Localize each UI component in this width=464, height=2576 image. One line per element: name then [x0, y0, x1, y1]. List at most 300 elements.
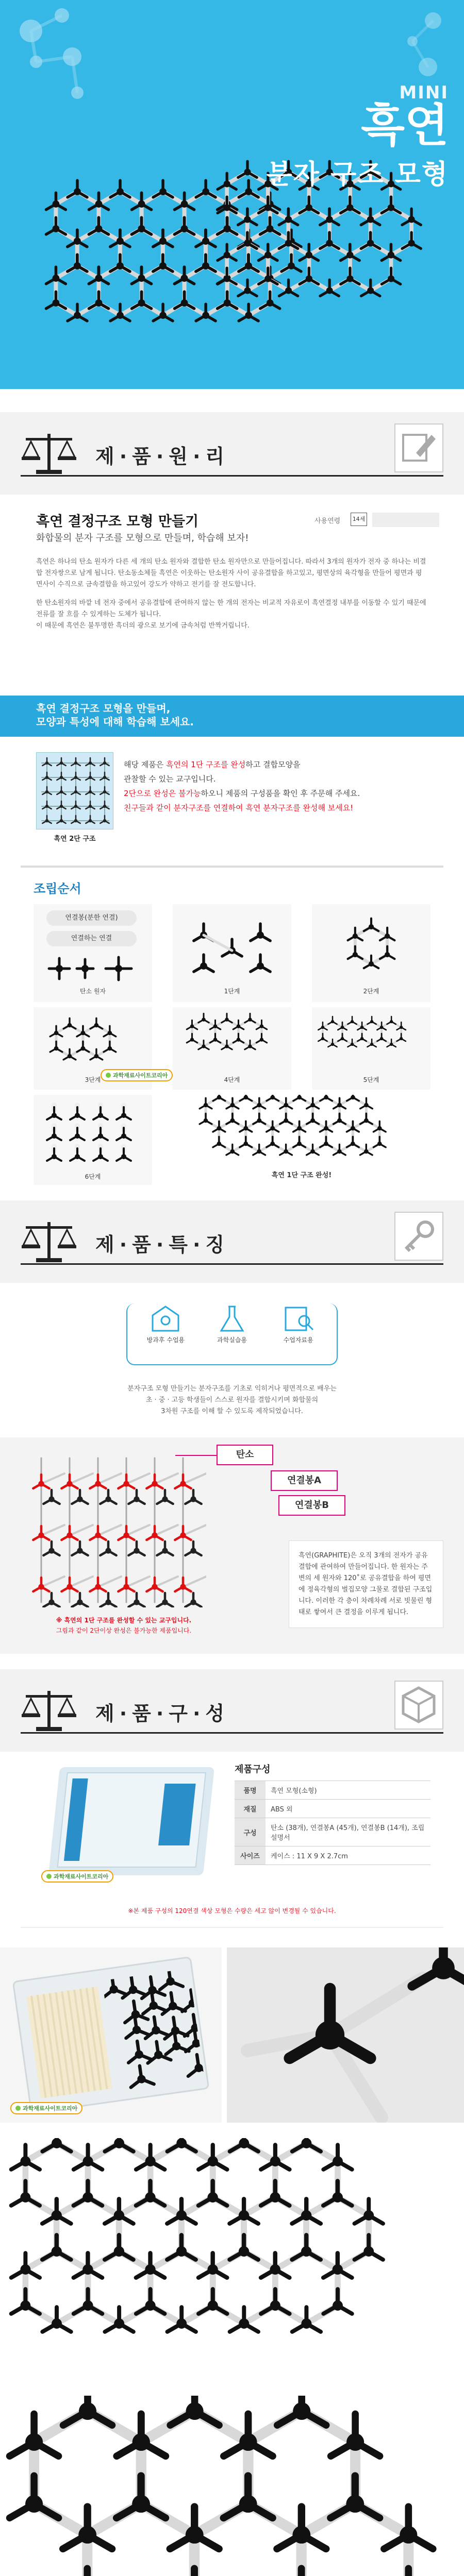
final-structure-graphic — [188, 1095, 415, 1167]
carbon-atom — [102, 1974, 126, 1997]
carbon-atom — [233, 1033, 244, 1043]
carbon-atom — [110, 255, 130, 272]
carbon-atom — [320, 1137, 333, 1147]
carbon-atom — [402, 232, 421, 248]
connector-rod — [70, 1473, 93, 1484]
table-row — [235, 1800, 430, 1818]
photo-parts-box — [0, 1947, 222, 2123]
carbon-atom — [100, 772, 109, 780]
carbon-atom-graphic — [39, 953, 147, 984]
carbon-atom — [300, 197, 318, 213]
connector-rod — [70, 1525, 93, 1535]
carbon-atom — [157, 1541, 173, 1555]
footnote-line: 그림과 같이 2단이상 완성은 불가능한 제품입니다. — [56, 1627, 192, 1634]
features-line: 초 · 중 · 고등 학생들이 스스로 원자를 결합시키며 화합물의 — [145, 1396, 319, 1404]
structure-detail-area — [0, 1437, 464, 1654]
info-text: 관찰할 수 있는 교구입니다. — [124, 774, 216, 784]
layer-assembly-graphic — [0, 2138, 464, 2385]
carbon-atom — [74, 2181, 102, 2206]
step-5-label: 5단계 — [363, 1076, 379, 1083]
legend-leader-line — [175, 1455, 217, 1456]
spec-value: 케이스 : 11 X 9 X 2.7cm — [266, 1846, 430, 1865]
carbon-atom — [330, 2476, 379, 2518]
carbon-atom — [128, 1593, 144, 1607]
spec-key: 사이즈 — [235, 1846, 266, 1865]
carbon-atom — [267, 1137, 279, 1147]
carbon-atom — [42, 2138, 71, 2151]
carbon-atom — [377, 1033, 386, 1041]
carbon-atom — [57, 772, 65, 780]
tab-connector-b: 연결하는 연결 — [46, 931, 137, 946]
carbon-atom — [136, 2289, 164, 2314]
carbon-atom — [63, 2396, 112, 2425]
carbon-atom — [320, 232, 339, 248]
box-icon — [394, 1681, 443, 1730]
book-search-icon — [280, 1302, 317, 1333]
carbon-atom — [280, 1113, 292, 1124]
spec-key: 구성 — [235, 1818, 266, 1846]
carbon-atom — [373, 1137, 386, 1147]
legend-connector-a: 연결봉A — [271, 1470, 338, 1491]
carbon-atom — [185, 1490, 201, 1504]
product-case-image — [48, 1767, 214, 1875]
carbon-atom — [89, 217, 108, 234]
carbon-atom — [63, 1018, 76, 1028]
carbon-atom — [200, 1113, 212, 1124]
carbon-atom — [213, 1137, 225, 1147]
connector-rod — [183, 1577, 206, 1587]
spec-table-block — [235, 1762, 430, 1865]
carbon-atom — [292, 2138, 321, 2151]
principle-paragraph: 이 때문에 흑연은 불투명한 흑더의 광으로 보기에 금속처럼 반짝거립니다. — [36, 622, 250, 630]
step-6 — [34, 1095, 152, 1185]
carbon-atom — [260, 292, 280, 309]
carbon-atom — [251, 924, 270, 941]
carbon-atom — [292, 2235, 321, 2260]
carbon-atom — [105, 2235, 133, 2260]
carbon-atom — [105, 2138, 133, 2151]
carbon-atom — [277, 2568, 326, 2576]
section-divider — [21, 1732, 443, 1734]
carbon-atom — [71, 816, 80, 823]
carbon-atom — [110, 180, 130, 197]
carbon-atom — [77, 1041, 89, 1052]
carbon-atom — [89, 292, 108, 309]
carbon-atom — [70, 1107, 85, 1120]
carbon-atom — [128, 1541, 144, 1555]
carbon-atom — [86, 787, 94, 794]
banner-line: 모양과 특성에 대해 학습해 보세요. — [36, 716, 194, 728]
carbon-atom — [318, 1033, 327, 1041]
table-row — [235, 1846, 430, 1865]
section-divider — [21, 475, 443, 477]
info-highlight: 흑연의 1단 구조를 완성 — [166, 760, 246, 769]
spec-key: 품명 — [235, 1781, 266, 1800]
info-text: 하고 결합모양을 — [245, 760, 301, 769]
carbon-atom — [217, 217, 237, 234]
features-section-header — [0, 1200, 464, 1283]
carbon-atom — [239, 180, 258, 197]
carbon-atom — [240, 1137, 252, 1147]
carbon-atom — [42, 772, 51, 780]
case-card — [158, 1784, 196, 1845]
carbon-atom — [63, 2568, 112, 2576]
scale-icon — [21, 1686, 77, 1735]
carbon-atom — [42, 801, 51, 809]
carbon-atom — [239, 255, 258, 272]
carbon-atom — [380, 946, 394, 959]
plus-icon — [124, 1360, 129, 1372]
watermark-text: 과학재료사이트코리아 — [54, 1873, 109, 1880]
carbon-atom — [256, 1033, 267, 1043]
step-final — [188, 1095, 415, 1185]
carbon-atom — [104, 1041, 116, 1052]
section-divider — [21, 1263, 443, 1265]
carbon-atom — [93, 1148, 108, 1161]
carbon-atom — [348, 946, 362, 959]
principle-section-header — [0, 412, 464, 495]
carbon-atom — [223, 2476, 272, 2518]
carbon-atom — [238, 161, 257, 177]
carbon-atom — [198, 1013, 209, 1023]
photo-hexagon-closeup — [0, 2396, 464, 2576]
principle-paragraph: 한 탄소원자의 바깥 네 전자 중에서 공유결합에 관여하지 않는 한 개의 전자는 비교적 자유로이 흑연결정 내부를 이동할 수 있기 때문에 전류를 잘 흐를 수 있게하는 도체가 됩니다. — [36, 599, 426, 618]
carbon-atom — [328, 1016, 337, 1024]
carbon-atom — [384, 2568, 433, 2576]
carbon-atom — [341, 268, 359, 284]
connector-rod — [70, 1577, 93, 1587]
carbon-atom — [323, 2181, 352, 2206]
carbon-atom — [387, 1016, 395, 1024]
carbon-atom — [100, 1593, 116, 1607]
carbon-atom — [117, 1128, 131, 1140]
info-highlight: 2단으로 완성은 불가능 — [124, 789, 201, 798]
scale-icon — [21, 1217, 77, 1266]
table-row — [235, 1781, 430, 1800]
carbon-atom — [93, 1128, 108, 1140]
footnote-line: ※ 흑연의 1단 구조를 완성할 수 있는 교구입니다. — [56, 1617, 192, 1624]
carbon-atom — [100, 816, 109, 823]
info-line — [124, 786, 443, 801]
watermark-logo — [101, 1069, 173, 1081]
features-line: 분자구조 모형 만들기는 분자구조를 기초로 익히거나 평면적으로 배우는 — [127, 1385, 337, 1393]
photo-closeup — [227, 1947, 464, 2123]
carbon-atom — [131, 217, 151, 234]
carbon-atom — [346, 1137, 359, 1147]
carbon-atom — [126, 2040, 152, 2063]
closeup-joint-graphic — [227, 1947, 464, 2123]
carbon-atom — [43, 1490, 59, 1504]
step-4-label: 4단계 — [224, 1076, 240, 1083]
banner-line: 흑연 결정구조 모형을 만들며, — [36, 702, 171, 715]
connector-rod — [98, 1525, 121, 1535]
principle-info-text — [124, 757, 443, 815]
connector-rod — [41, 1577, 64, 1587]
info-text: 하오니 제품의 구성품을 확인 후 주문해 주세요. — [201, 789, 360, 798]
carbon-atom — [168, 2235, 196, 2260]
carbon-atom — [186, 2053, 205, 2076]
assembly-title: 조립순서 — [34, 882, 81, 896]
carbon-atom — [71, 787, 80, 794]
carbon-atom — [210, 1033, 221, 1043]
carbon-atom — [72, 1490, 88, 1504]
carbon-atom — [230, 2138, 258, 2151]
info-line — [124, 801, 443, 815]
carbon-atom — [86, 801, 94, 809]
carbon-atom — [157, 1969, 183, 1990]
composition-section-header — [0, 1669, 464, 1752]
carbon-atom — [293, 1095, 306, 1101]
carbon-atom — [128, 2064, 154, 2088]
spec-value: 흑연 모형(소형) — [266, 1781, 430, 1800]
connector-rod — [41, 1473, 64, 1484]
connector-rod — [98, 1577, 121, 1587]
feature-material — [270, 1302, 327, 1344]
info-highlight: 친구들과 같이 분자구조를 연결하여 흑연 분자구조를 완성해 보세요! — [124, 803, 354, 812]
principle-paragraph: 흑연은 하나의 탄소 원자가 다른 세 개의 탄소 원자와 결합한 탄소 원자만으로 만들어집니다. 따라서 3개의 원자가 전자 중 하나는 비결합 전자쌍으로 남게 됩니다. 탄소동소체들 흑연은 이웃하는 탄소원자 사이 공유결합을 하고있고, 평면상의 육각형을 만들어 평면과 평면사이 수직으로 금속결합을 하고있어 강도가 약하고 전기를 잘 전도합니다. — [36, 558, 426, 588]
features-description — [52, 1383, 412, 1417]
carbon-atom — [222, 1013, 233, 1023]
carbon-atom — [260, 217, 279, 234]
info-text: 해당 제품은 — [124, 760, 166, 769]
carbon-atom — [86, 816, 94, 823]
step-6-graphic — [34, 1095, 152, 1170]
carbon-atom — [170, 2568, 219, 2576]
features-section-title: 제·품·특·징 — [95, 1233, 230, 1256]
step-4-graphic — [173, 1007, 291, 1074]
feature-lab-label: 과학실습용 — [217, 1336, 247, 1344]
carbon-atom — [382, 197, 400, 213]
carbon-atom — [71, 772, 80, 780]
carbon-atom — [57, 758, 65, 766]
carbon-atom — [300, 268, 318, 284]
carbon-atom — [267, 1095, 279, 1101]
carbon-atom — [100, 787, 109, 794]
carbon-atom — [341, 197, 359, 213]
carbon-atom — [117, 2476, 165, 2518]
composition-section-title: 제·품·구·성 — [95, 1702, 230, 1725]
connector-rod — [183, 1525, 206, 1535]
age-value: 14세 — [351, 513, 367, 526]
step-2-label: 2단계 — [363, 988, 379, 995]
connector-rod — [155, 1577, 178, 1587]
carbon-atom — [47, 1128, 61, 1140]
carbon-atom — [187, 1033, 197, 1043]
connector-rod — [126, 1473, 150, 1484]
features-footnote — [31, 1615, 217, 1636]
spec-table-title: 제품구성 — [235, 1764, 271, 1775]
carbon-atom — [218, 292, 237, 309]
carbon-atom — [90, 1018, 103, 1028]
carbon-atom — [320, 1095, 333, 1101]
carbon-atom — [261, 2289, 289, 2314]
watermark-logo — [41, 1870, 113, 1883]
principle-heading: 흑연 결정구조 모형 만들기 — [36, 514, 199, 530]
spec-table — [235, 1781, 430, 1865]
carbon-atom-label: 탄소 원자 — [79, 988, 106, 995]
hero-banner — [0, 0, 464, 389]
carbon-atom — [46, 292, 65, 309]
carbon-atom — [42, 758, 51, 766]
carbon-atom — [230, 2235, 258, 2260]
connector-rod — [126, 1577, 150, 1587]
graphite-two-layer-caption: 흑연 2단 구조 — [54, 835, 96, 843]
spec-value: 탄소 (38개), 연결봉A (45개), 연결봉B (14개), 조립설명서 — [266, 1818, 430, 1846]
carbon-atom — [281, 255, 301, 272]
step-1-label: 1단계 — [224, 988, 240, 995]
hero-subtitle: 분자 구조 모형 — [266, 159, 449, 190]
carbon-atom — [70, 1128, 85, 1140]
scale-icon — [21, 429, 77, 478]
carbon-atom — [100, 801, 109, 809]
carbon-atom — [360, 1113, 372, 1124]
carbon-atom — [47, 1148, 61, 1161]
hero-molecule-graphic — [0, 0, 464, 389]
watermark-text: 과학재료사이트코리아 — [113, 1072, 168, 1079]
carbon-atom — [367, 1016, 376, 1024]
carbon-atom — [117, 1107, 131, 1120]
feature-lab — [204, 1302, 260, 1344]
watermark-text: 과학재료사이트코리아 — [23, 2105, 78, 2112]
carbon-atom — [347, 1095, 359, 1101]
case-label-strip — [64, 1778, 88, 1861]
principle-banner — [0, 696, 464, 737]
carbon-atom — [323, 2289, 352, 2314]
carbon-atom — [174, 217, 194, 234]
step-3-graphic — [34, 1007, 152, 1074]
carbon-atom — [185, 1541, 201, 1555]
carbon-atom — [57, 801, 65, 809]
carbon-atom — [72, 1541, 88, 1555]
step-3-label: 3단계 — [85, 1076, 101, 1083]
flask-icon — [214, 1302, 250, 1333]
carbon-atom — [72, 1593, 88, 1607]
principle-section-title: 제·품·원·리 — [95, 445, 230, 468]
carbon-atom — [128, 1490, 144, 1504]
carbon-atom — [196, 255, 216, 272]
carbon-atom — [307, 1113, 319, 1124]
carbon-atom — [100, 1541, 116, 1555]
carbon-atom — [46, 217, 65, 234]
carbon-atom — [71, 758, 80, 766]
carbon-atom — [86, 758, 94, 766]
photo-layer-assembly — [0, 2138, 464, 2385]
features-icon-group — [126, 1303, 338, 1365]
carbon-atom — [293, 1137, 306, 1147]
tab-connector-a: 연결봉(분한 연결) — [46, 910, 137, 926]
principle-subheading: 화합물의 분자 구조를 모형으로 만들며, 학습해 보자! — [36, 533, 249, 544]
carbon-atom — [47, 1107, 61, 1120]
legend-connector-b: 연결봉B — [278, 1495, 345, 1516]
carbon-atom — [43, 1593, 59, 1607]
carbon-atom — [397, 1033, 406, 1041]
final-structure-label: 흑연 1단 구조 완성! — [271, 1172, 332, 1179]
legend-carbon: 탄소 — [217, 1445, 273, 1465]
carbon-atom — [71, 801, 80, 809]
carbon-atom — [10, 2476, 59, 2518]
carbon-atom — [226, 1113, 239, 1124]
carbon-atom — [157, 1593, 173, 1607]
carbon-atom — [11, 2181, 40, 2206]
carbon-atom — [196, 180, 216, 197]
info-line — [124, 772, 443, 786]
carbon-atom — [42, 2235, 71, 2260]
hero-mini-label: MINI — [399, 82, 449, 103]
carbon-atom — [364, 919, 378, 931]
carbon-atom — [168, 2138, 196, 2151]
step-1 — [173, 904, 291, 1002]
carbon-atom — [382, 268, 400, 284]
carbon-atom — [68, 180, 87, 197]
carbon-atom — [57, 787, 65, 794]
step-4 — [173, 1007, 291, 1090]
carbon-atom — [57, 816, 65, 823]
connector-rod — [183, 1473, 206, 1484]
spec-key: 재질 — [235, 1800, 266, 1818]
feature-afterschool — [137, 1302, 194, 1344]
feature-material-label: 수업자료용 — [283, 1336, 313, 1344]
carbon-atom — [277, 2396, 326, 2425]
step-6-label: 6단계 — [85, 1173, 101, 1180]
carbon-atom — [261, 2181, 289, 2206]
hexagon-closeup-graphic — [0, 2396, 464, 2576]
connector-rod — [155, 1525, 178, 1535]
connector-rod — [155, 1473, 178, 1484]
carbon-atom — [153, 255, 173, 272]
key-icon — [394, 1212, 443, 1261]
carbon-atom — [100, 758, 109, 766]
age-label: 사용연령 — [314, 517, 341, 525]
carbon-atoms-pile — [102, 1969, 205, 2093]
carbon-atom — [117, 1148, 131, 1161]
carbon-atom — [240, 1095, 252, 1101]
carbon-atom — [153, 180, 173, 197]
carbon-atom — [70, 1148, 85, 1161]
carbon-atom — [334, 1113, 346, 1124]
connector-rod — [204, 935, 232, 951]
table-row — [235, 1818, 430, 1846]
carbon-atom — [357, 1033, 366, 1041]
carbon-atom — [198, 2289, 227, 2314]
parts-tray — [12, 1956, 210, 2114]
carbon-atom — [50, 1041, 62, 1052]
carbon-atom — [213, 1095, 225, 1101]
info-line — [124, 757, 443, 772]
carbon-atom — [194, 955, 213, 972]
carbon-atom — [42, 787, 51, 794]
step-5 — [312, 1007, 430, 1090]
carbon-atom — [251, 955, 270, 972]
carbon-atom — [183, 2028, 205, 2052]
carbon-atom — [412, 1947, 464, 1986]
carbon-atom — [86, 772, 94, 780]
graphite-two-layer-diagram — [36, 752, 113, 829]
step-start — [34, 904, 152, 1002]
carbon-atom — [68, 255, 87, 272]
graphite-description-box: 흑연(GRAPHITE)은 오직 3개의 전자가 공유결합에 관여하여 만들어집니다. 한 원자는 주변의 세 원자와 120˚로 공유결합을 하여 평면에 정육각형의 벌집모양 그물로 결합된 구조입니다. 이러한 각 층이 차례차례 서로 빗물린 형태로 쌓여서 큰 결정을 이루게 됩니다. — [289, 1540, 443, 1628]
pencil-icon — [394, 423, 443, 472]
carbon-atom — [179, 1988, 205, 2011]
connector-rod — [41, 1525, 64, 1535]
case-lid — [57, 1772, 206, 1868]
carbon-atom — [136, 2181, 164, 2206]
assembly-steps — [34, 904, 446, 1193]
graphite-lattice-diagram — [21, 1453, 206, 1607]
carbon-atom — [198, 2181, 227, 2206]
features-line: 3차원 구조를 이해 할 수 있도록 제작되었습니다. — [161, 1408, 303, 1415]
assembly-divider — [21, 866, 443, 868]
carbon-atom — [100, 1490, 116, 1504]
